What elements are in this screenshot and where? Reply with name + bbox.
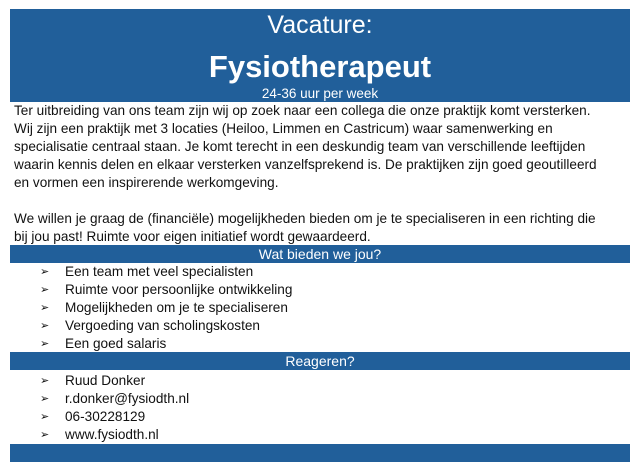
item-text: Mogelijkheden om je te specialiseren (65, 300, 288, 315)
arrow-bullet-icon: ➢ (40, 375, 50, 387)
arrow-bullet-icon: ➢ (40, 284, 50, 296)
contact-heading: Reageren? (10, 352, 630, 370)
contact-list (40, 372, 189, 444)
list-item (40, 281, 292, 299)
intro-line: bij jou past! Ruimte voor eigen initiatief wordt gewaardeerd. (14, 229, 371, 244)
arrow-bullet-icon: ➢ (40, 320, 50, 332)
arrow-bullet-icon: ➢ (40, 393, 50, 405)
intro-line: waarin kennis delen en elkaar versterken vanzelfsprekend is. De praktijken zijn goed geoutilleerd (14, 157, 597, 172)
item-text: Vergoeding van scholingskosten (65, 318, 260, 333)
contact-website[interactable] (40, 426, 189, 444)
title: Vacature: (267, 11, 373, 39)
email-link[interactable]: r.donker@fysiodth.nl (65, 391, 190, 406)
intro-line: Ter uitbreiding van ons team zijn wij op zoek naar een collega die onze praktijk komt versterken. (14, 103, 591, 118)
contact-email[interactable] (40, 390, 189, 408)
contact-phone (40, 408, 189, 426)
list-item (40, 263, 292, 281)
item-text: Ruimte voor persoonlijke ontwikkeling (65, 282, 293, 297)
header-banner (10, 9, 630, 102)
intro-line: We willen je graag de (financiële) mogelijkheden bieden om je te specialiseren in een richting die (14, 211, 596, 226)
arrow-bullet-icon: ➢ (40, 266, 50, 278)
item-text: Een goed salaris (65, 336, 167, 351)
intro-line: Wij zijn een praktijk met 3 locaties (Heiloo, Limmen en Castricum) waar samenwerking en (14, 121, 553, 136)
arrow-bullet-icon: ➢ (40, 302, 50, 314)
list-item (40, 335, 292, 353)
footer-bar (10, 444, 630, 462)
item-text: Ruud Donker (65, 373, 146, 388)
intro-line (14, 192, 634, 210)
intro-line: en vormen een inspirerende werkomgeving. (14, 175, 279, 190)
offer-list (40, 263, 292, 353)
arrow-bullet-icon: ➢ (40, 338, 50, 350)
arrow-bullet-icon: ➢ (40, 411, 50, 423)
hours: 24-36 uur per week (261, 86, 379, 101)
list-item (40, 317, 292, 335)
website-link[interactable]: www.fysiodth.nl (65, 427, 159, 442)
offer-heading: Wat bieden we jou? (10, 245, 630, 263)
job-title: Fysiotherapeut (208, 49, 432, 84)
item-text: 06-30228129 (65, 409, 146, 424)
item-text: Een team met veel specialisten (65, 264, 254, 279)
contact-name (40, 372, 189, 390)
list-item (40, 299, 292, 317)
arrow-bullet-icon: ➢ (40, 429, 50, 441)
intro-line: specialisatie centraal staan. Je komt terecht in een deskundig team van verschillende leeftijden (14, 139, 586, 154)
intro-text (14, 102, 634, 246)
